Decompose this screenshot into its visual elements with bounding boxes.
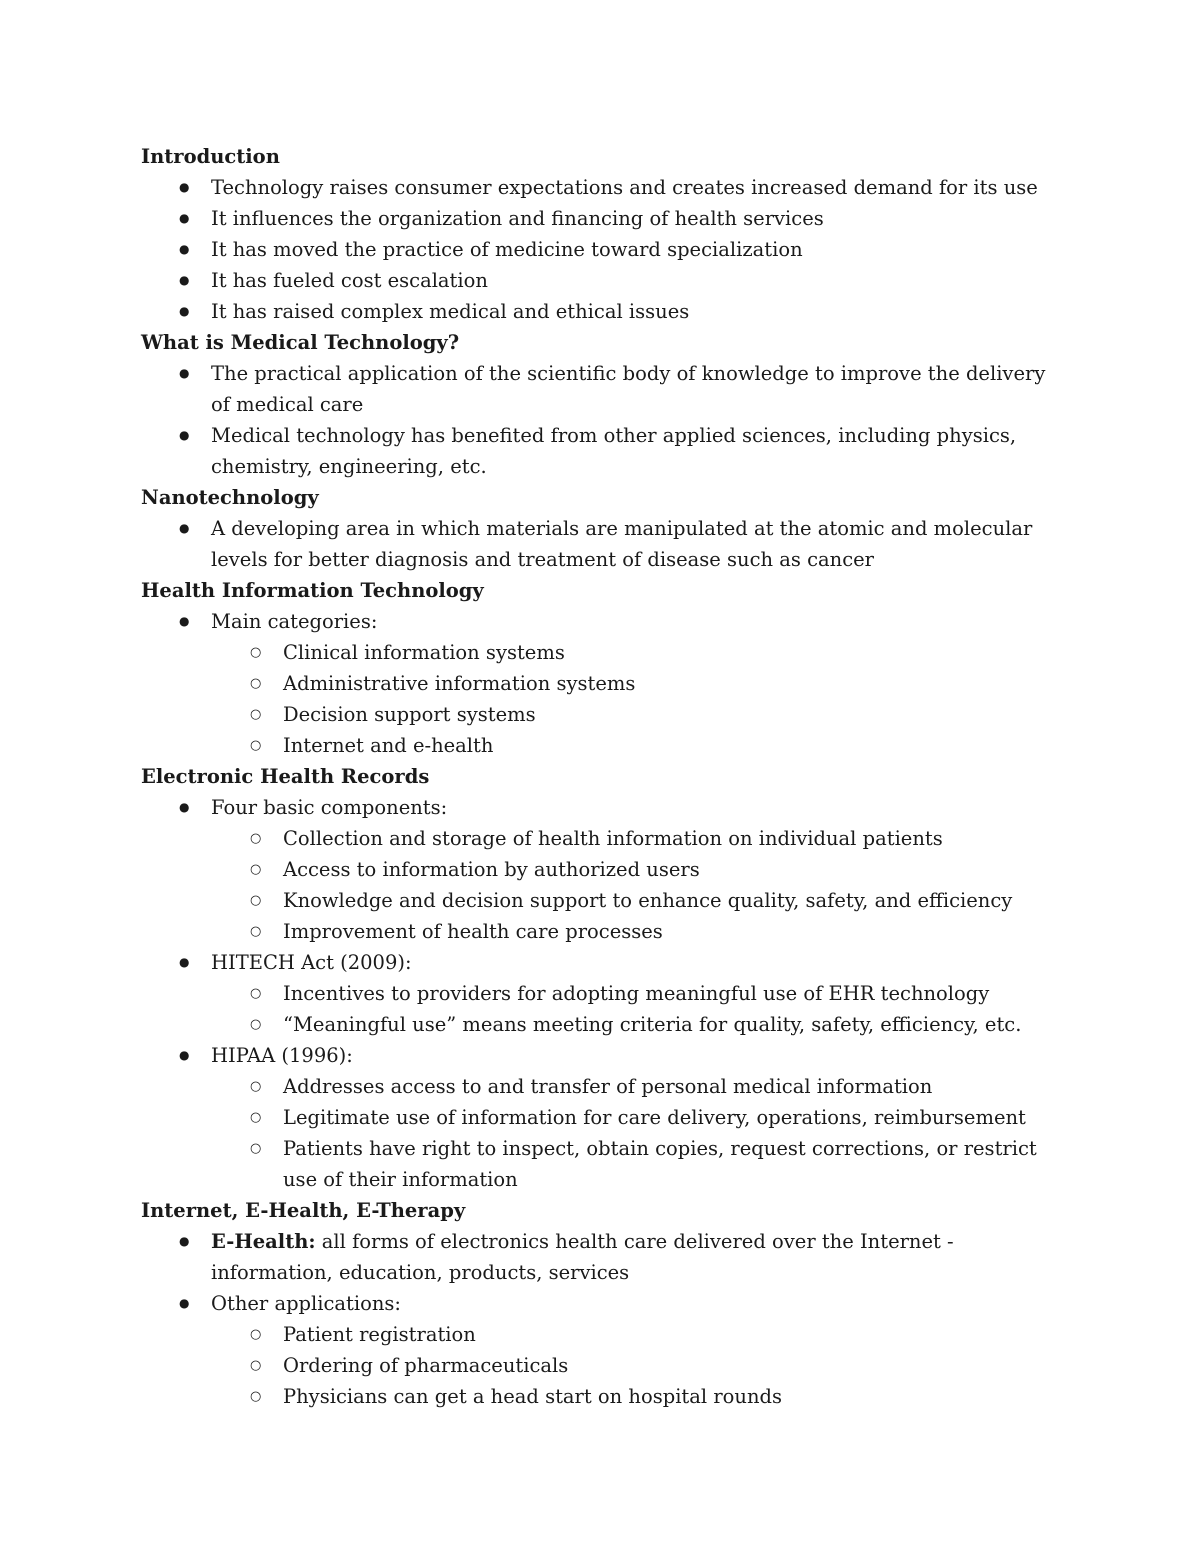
- list-item: ● The practical application of the scientific body of knowledge to improve the delivery of medical care: [141, 358, 1061, 420]
- sub-bullet-list: [141, 1319, 1061, 1412]
- sub-list-item: ○ Patients have right to inspect, obtain copies, request corrections, or restrict use of their information: [212, 1133, 1061, 1195]
- sub-list-item: ○ Clinical information systems: [212, 637, 1061, 668]
- bullet-list: [141, 792, 1061, 1195]
- term-definition: all forms of electronics health care delivered over the Internet - information, education, products, services: [211, 1230, 954, 1284]
- sub-bullet-list: [141, 823, 1061, 947]
- list-item: ● A developing area in which materials are manipulated at the atomic and molecular levels for better diagnosis and treatment of disease such as cancer: [141, 513, 1061, 575]
- sub-list-item: ○ Physicians can get a head start on hospital rounds: [212, 1381, 1061, 1412]
- document-body: [141, 141, 1061, 1412]
- sub-list-item: ○ Collection and storage of health information on individual patients: [212, 823, 1061, 854]
- sub-list-item: ○ Internet and e-health: [212, 730, 1061, 761]
- list-item: ● Other applications: ○ Patient registration ○ Ordering of pharmaceuticals ○ Physicians can get a head start on hospital rounds: [141, 1288, 1061, 1412]
- list-item: ● It has fueled cost escalation: [141, 265, 1061, 296]
- sub-bullet-list: [141, 978, 1061, 1040]
- sub-list-item: ○ Addresses access to and transfer of personal medical information: [212, 1071, 1061, 1102]
- section-heading-internet-ehealth: Internet, E-Health, E-Therapy: [141, 1199, 466, 1222]
- list-item: ● HITECH Act (2009): ○ Incentives to providers for adopting meaningful use of EHR technology ○ “Meaningful use” means meeting criteria for quality, safety, efficiency, etc.: [141, 947, 1061, 1040]
- sub-list-item: ○ Knowledge and decision support to enhance quality, safety, and efficiency: [212, 885, 1061, 916]
- sub-list-item: ○ “Meaningful use” means meeting criteria for quality, safety, efficiency, etc.: [212, 1009, 1061, 1040]
- bullet-list: [141, 1226, 1061, 1412]
- sub-list-item: ○ Patient registration: [212, 1319, 1061, 1350]
- list-item: ● Technology raises consumer expectations and creates increased demand for its use: [141, 172, 1061, 203]
- list-item: ● It has moved the practice of medicine toward specialization: [141, 234, 1061, 265]
- sub-list-item: ○ Decision support systems: [212, 699, 1061, 730]
- sub-list-item: ○ Incentives to providers for adopting meaningful use of EHR technology: [212, 978, 1061, 1009]
- sub-list-item: ○ Legitimate use of information for care delivery, operations, reimbursement: [212, 1102, 1061, 1133]
- sub-bullet-list: [141, 1071, 1061, 1195]
- section-heading-ehr: Electronic Health Records: [141, 765, 430, 788]
- sub-list-item: ○ Access to information by authorized users: [212, 854, 1061, 885]
- list-item: ● Main categories: ○ Clinical information systems ○ Administrative information systems ○ Decision support systems ○ Internet and e-health: [141, 606, 1061, 761]
- list-item: ● It influences the organization and financing of health services: [141, 203, 1061, 234]
- list-item: ● Medical technology has benefited from other applied sciences, including physics, chemistry, engineering, etc.: [141, 420, 1061, 482]
- term-label: E-Health:: [211, 1230, 316, 1253]
- sub-list-item: ○ Ordering of pharmaceuticals: [212, 1350, 1061, 1381]
- sub-bullet-list: [141, 637, 1061, 761]
- list-item: ● HIPAA (1996): ○ Addresses access to and transfer of personal medical information ○ Legitimate use of information for care delivery, operations, reimbursement ○ Patients have right to inspect, obtain copies, request corrections, or restrict use of their information: [141, 1040, 1061, 1195]
- sub-list-item: ○ Administrative information systems: [212, 668, 1061, 699]
- bullet-list: [141, 172, 1061, 327]
- section-heading-introduction: Introduction: [141, 145, 280, 168]
- section-heading-nanotechnology: Nanotechnology: [141, 486, 319, 509]
- bullet-list: [141, 358, 1061, 482]
- list-item: ● It has raised complex medical and ethical issues: [141, 296, 1061, 327]
- list-item: [141, 1226, 1061, 1288]
- bullet-list: [141, 513, 1061, 575]
- sub-list-item: ○ Improvement of health care processes: [212, 916, 1061, 947]
- section-heading-health-it: Health Information Technology: [141, 579, 484, 602]
- list-item: ● Four basic components: ○ Collection and storage of health information on individual patients ○ Access to information by authorized users ○ Knowledge and decision support to enhance quality, safety, and efficiency ○ Improvement of health care processes: [141, 792, 1061, 947]
- bullet-list: [141, 606, 1061, 761]
- section-heading-medical-technology: What is Medical Technology?: [141, 331, 460, 354]
